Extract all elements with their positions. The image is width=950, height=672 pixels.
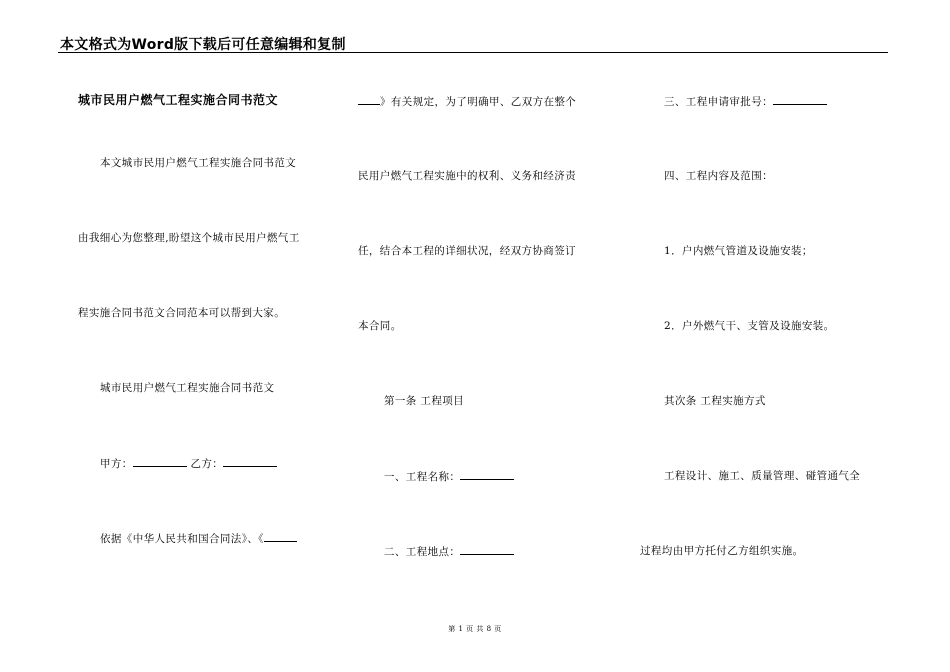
basis-blank	[264, 531, 297, 542]
subtitle: 城市民用户燃气工程实施合同书范文	[100, 382, 275, 394]
scope-item-1: 1．户内燃气管道及设施安装；	[664, 245, 813, 257]
col2-line-4: 本合同。	[358, 320, 402, 332]
intro-line-1: 本文城市民用户燃气工程实施合同书范文	[100, 157, 297, 169]
scope-item-2: 2．户外燃气干、支管及设施安装。	[664, 320, 835, 332]
scope-heading: 四、工程内容及范围：	[664, 170, 773, 182]
article-1-heading: 第一条 工程项目	[384, 395, 465, 407]
project-location-label: 二、工程地点：	[384, 546, 461, 558]
intro-line-2: 由我细心为您整理,盼望这个城市民用户燃气工	[78, 232, 300, 244]
approval-number-line	[664, 94, 827, 109]
article-2-heading: 其次条 工程实施方式	[664, 395, 766, 407]
page-number: 第 1 页 共 8 页	[448, 625, 502, 633]
project-location-line	[384, 544, 514, 559]
party-a-blank	[133, 456, 187, 467]
header-title: 本文格式为Word版下载后可任意编辑和复制	[60, 37, 346, 53]
basis-text: 依据《中华人民共和国合同法》、《	[100, 533, 264, 545]
party-b-label: 乙方：	[190, 458, 224, 470]
party-a-label: 甲方：	[100, 458, 133, 470]
document-title: 城市民用户燃气工程实施合同书范文	[78, 93, 279, 107]
project-name-label: 一、工程名称：	[384, 471, 461, 483]
law-name-blank	[358, 94, 380, 105]
project-location-blank	[460, 544, 514, 555]
party-b-blank	[223, 456, 277, 467]
basis-line	[100, 531, 297, 546]
col2-line-3: 任，结合本工程的详细状况，经双方协商签订	[358, 245, 576, 257]
method-line-1: 工程设计、施工、质量管理、碰管通气全	[664, 470, 861, 482]
intro-line-3: 程实施合同书范文合同范本可以帮到大家。	[78, 307, 286, 319]
project-name-line	[384, 469, 514, 484]
col2-line-2: 民用户燃气工程实施中的权利、义务和经济责	[358, 170, 576, 182]
col2-line-1	[358, 94, 576, 109]
parties-line	[100, 456, 277, 471]
method-line-2: 过程均由甲方托付乙方组织实施。	[640, 545, 804, 557]
approval-number-label: 三、工程申请审批号：	[664, 96, 773, 108]
project-name-blank	[460, 469, 514, 480]
col2-line-1-text: 》有关规定，为了明确甲、乙双方在整个	[380, 96, 577, 108]
approval-number-blank	[773, 94, 827, 105]
header-divider	[58, 52, 888, 53]
